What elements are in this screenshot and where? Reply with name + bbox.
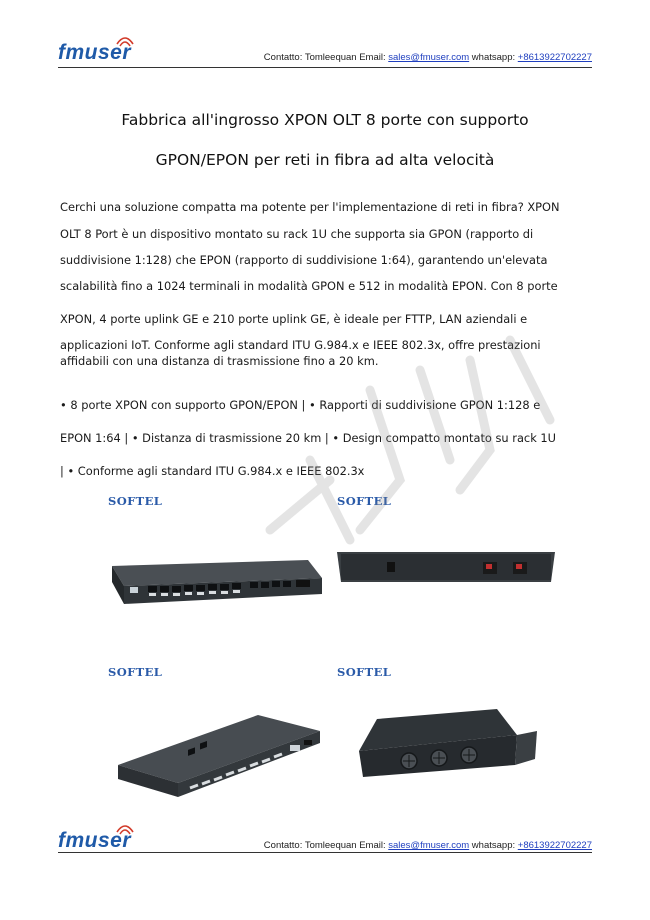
page-title-line-1: Fabbrica all'ingrosso XPON OLT 8 porte con supporto bbox=[121, 111, 529, 129]
softel-brand-label: SOFTEL bbox=[337, 494, 392, 508]
softel-brand-label: SOFTEL bbox=[108, 494, 163, 508]
fmuser-logo: fmuser bbox=[58, 829, 132, 852]
signal-waves-icon bbox=[116, 34, 134, 48]
contact-label: Contatto: Tomleequan Email: bbox=[263, 840, 389, 851]
softel-brand-label: SOFTEL bbox=[337, 665, 392, 679]
header-divider bbox=[58, 67, 592, 68]
email-link[interactable]: sales@fmuser.com bbox=[388, 840, 470, 851]
page-header bbox=[58, 36, 592, 68]
header-contact bbox=[264, 52, 592, 63]
whatsapp-label: whatsapp: bbox=[469, 840, 518, 851]
fmuser-logo: fmuser bbox=[58, 41, 132, 64]
contact-label: Contatto: Tomleequan Email: bbox=[263, 52, 389, 63]
intro-line: XPON, 4 porte uplink GE e 210 porte uplink GE, è ideale per FTTP, LAN aziendali e bbox=[60, 312, 528, 326]
intro-line: Cerchi una soluzione compatta ma potente per l'implementazione di reti in fibra? XPON bbox=[60, 200, 560, 214]
phone-link[interactable]: +8613922702227 bbox=[517, 52, 592, 63]
product-photo-fans bbox=[337, 665, 555, 813]
product-photo-perspective bbox=[108, 665, 326, 813]
olt-device-rear-image bbox=[337, 494, 555, 642]
intro-line: suddivisione 1:128) che EPON (rapporto di suddivisione 1:64), garantendo un'elevata bbox=[60, 253, 548, 267]
product-photo-rear bbox=[337, 494, 555, 642]
intro-line: applicazioni IoT. Conforme agli standard ITU G.984.x e IEEE 802.3x, offre prestazioni bbox=[60, 338, 541, 352]
olt-device-perspective-image bbox=[108, 665, 326, 813]
intro-line: affidabili con una distanza di trasmissione fino a 20 km. bbox=[60, 354, 379, 368]
olt-device-fans-image bbox=[337, 665, 555, 813]
page-title-line-2: GPON/EPON per reti in fibra ad alta velocità bbox=[155, 151, 495, 169]
phone-link[interactable]: +8613922702227 bbox=[517, 840, 592, 851]
footer-divider bbox=[58, 852, 592, 853]
softel-brand-label: SOFTEL bbox=[108, 665, 163, 679]
whatsapp-label: whatsapp: bbox=[469, 52, 518, 63]
intro-line: OLT 8 Port è un dispositivo montato su rack 1U che supporta sia GPON (rapporto di bbox=[60, 227, 534, 241]
olt-device-front-image bbox=[108, 494, 326, 642]
email-link[interactable]: sales@fmuser.com bbox=[388, 52, 470, 63]
feature-line: • 8 porte XPON con supporto GPON/EPON | • Rapporti di suddivisione GPON 1:128 e bbox=[60, 398, 541, 412]
signal-waves-icon bbox=[116, 822, 134, 836]
footer-contact bbox=[264, 840, 592, 851]
feature-line: | • Conforme agli standard ITU G.984.x e IEEE 802.3x bbox=[60, 464, 365, 478]
page-footer bbox=[58, 824, 592, 856]
intro-line: scalabilità fino a 1024 terminali in modalità GPON e 512 in modalità EPON. Con 8 porte bbox=[60, 279, 558, 293]
product-photo-front bbox=[108, 494, 326, 642]
feature-line: EPON 1:64 | • Distanza di trasmissione 20 km | • Design compatto montato su rack 1U bbox=[60, 431, 556, 445]
